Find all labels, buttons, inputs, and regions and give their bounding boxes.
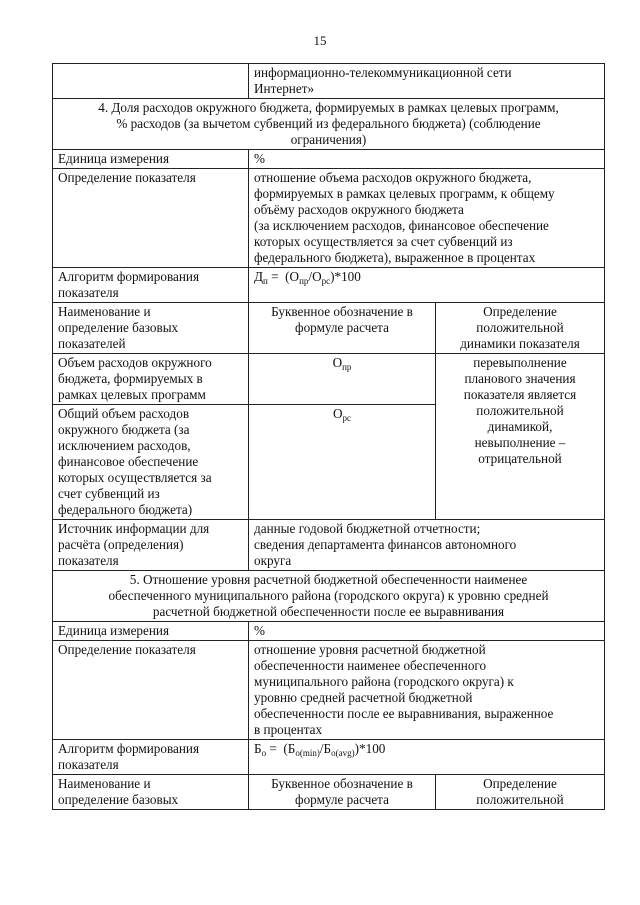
base-indicator-name: Объем расходов окружного бюджета, формируемых в рамках целевых программ (53, 354, 249, 405)
definition-value: отношение уровня расчетной бюджетной обеспеченности наименее обеспеченного муниципального района (городского округа) к уровню средней расчетной бюджетной обеспеченности после ее выравнивания, выраженное в процентах (249, 641, 605, 740)
table-row (53, 354, 605, 405)
table-row (53, 150, 605, 169)
header-dynamics: Определение положительной динамики показателя (436, 303, 605, 354)
unit-label: Единица измерения (53, 150, 249, 169)
source-label: Источник информации для расчёта (определения) показателя (53, 520, 249, 571)
section-5-title-row (53, 571, 605, 622)
definition-label: Определение показателя (53, 641, 249, 740)
base-indicator-symbol: $О_{рс}$ (249, 405, 436, 520)
header-name: Наименование и определение базовых показателей (53, 303, 249, 354)
base-indicator-name: Общий объем расходов окружного бюджета (за исключением расходов, финансовое обеспечение которых осуществляется за счет субвенций из федерального бюджета) (53, 405, 249, 520)
indicator-table (52, 63, 605, 810)
base-indicator-symbol: $О_{пр}$ (249, 354, 436, 405)
formula: $Д_п = (О_{пр}/О_{рс})*100$ (249, 268, 605, 303)
unit-value: % (249, 150, 605, 169)
positive-dynamics-definition: перевыполнение планового значения показателя является положительной динамикой, невыполнение – отрицательной (436, 354, 605, 520)
unit-value: % (249, 622, 605, 641)
table-row (53, 169, 605, 268)
section-4-title-row (53, 99, 605, 150)
algorithm-label: Алгоритм формирования показателя (53, 268, 249, 303)
section-5-title: 5. Отношение уровня расчетной бюджетной обеспеченности наименее обеспеченного муниципального района (городского округа) к уровню средней расчетной бюджетной обеспеченности после ее выравнивания (53, 571, 605, 622)
continuation-value-cell: информационно-телекоммуникационной сети Интернет» (249, 64, 605, 99)
definition-value: отношение объема расходов окружного бюджета, формируемых в рамках целевых программ, к общему объёму расходов окружного бюджета (за исключением расходов, финансовое обеспечение которых осуществляется за счет субвенций из федерального бюджета), выраженное в процентах (249, 169, 605, 268)
table-row (53, 740, 605, 775)
page-number: 15 (313, 33, 327, 48)
formula: $Б_о = (Б_{о(min)}/Б_{о(avg)})*100$ (249, 740, 605, 775)
header-dynamics: Определение положительной (436, 775, 605, 810)
table-row (53, 641, 605, 740)
table-row (53, 64, 605, 99)
unit-label: Единица измерения (53, 622, 249, 641)
continuation-label-cell (53, 64, 249, 99)
base-indicators-header-row (53, 775, 605, 810)
table-row (53, 520, 605, 571)
header-symbol: Буквенное обозначение в формуле расчета (249, 303, 436, 354)
algorithm-label: Алгоритм формирования показателя (53, 740, 249, 775)
source-value: данные годовой бюджетной отчетности; сведения департамента финансов автономного округа (249, 520, 605, 571)
header-name: Наименование и определение базовых (53, 775, 249, 810)
definition-label: Определение показателя (53, 169, 249, 268)
section-4-title: 4. Доля расходов окружного бюджета, формируемых в рамках целевых программ, % расходов (за вычетом субвенций из федерального бюджета) (соблюдение ограничения) (53, 99, 605, 150)
base-indicators-header-row (53, 303, 605, 354)
table-row (53, 622, 605, 641)
table-row (53, 268, 605, 303)
header-symbol: Буквенное обозначение в формуле расчета (249, 775, 436, 810)
